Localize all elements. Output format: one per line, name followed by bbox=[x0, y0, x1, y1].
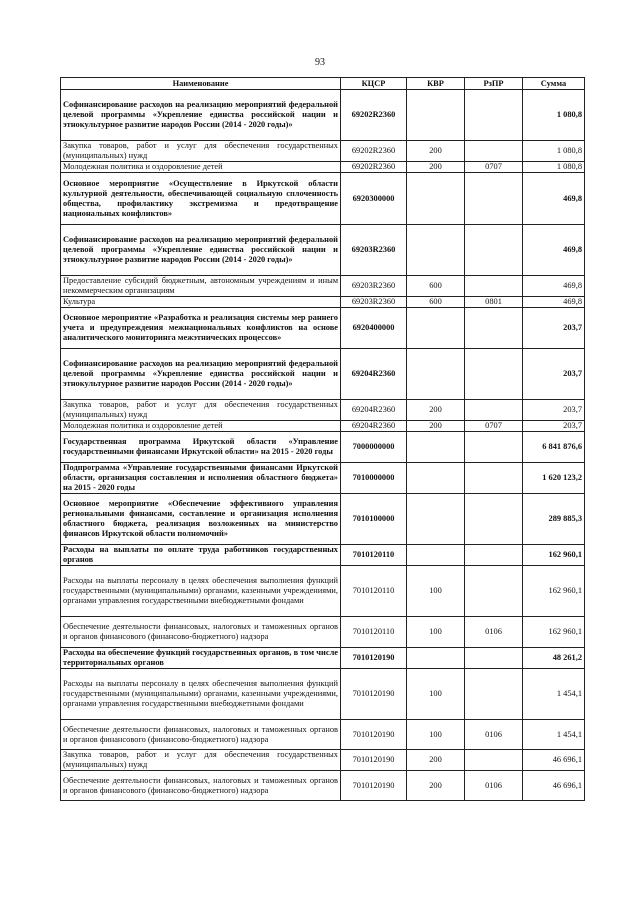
cell-sum: 469,8 bbox=[523, 297, 585, 308]
cell-name: Закупка товаров, работ и услуг для обеспечения государственных (муниципальных) нужд bbox=[61, 750, 341, 771]
cell-rzpr: 0106 bbox=[465, 720, 523, 750]
cell-code: 69202R2360 bbox=[341, 141, 407, 162]
cell-rzpr bbox=[465, 432, 523, 463]
cell-code: 7010000000 bbox=[341, 463, 407, 494]
cell-name: Софинансирование расходов на реализацию мероприятий федеральной целевой программы «Укрепление единства российской нации и этнокультурное развитие народов России (2014 - 2020 годы)» bbox=[61, 90, 341, 141]
cell-code: 69204R2360 bbox=[341, 400, 407, 421]
cell-code: 6920300000 bbox=[341, 173, 407, 225]
cell-sum: 46 696,1 bbox=[523, 771, 585, 801]
header-code: КЦСР bbox=[341, 78, 407, 90]
cell-rzpr: 0707 bbox=[465, 162, 523, 173]
cell-name: Основное мероприятие «Осуществление в Иркутской области культурной деятельности, обеспечивающей социальную сплоченность общества, профилактику экстремизма и предотвращение национальных конфликтов» bbox=[61, 173, 341, 225]
table-row bbox=[61, 141, 585, 162]
cell-kvr: 100 bbox=[407, 669, 465, 720]
header-name: Наименование bbox=[61, 78, 341, 90]
cell-sum: 203,7 bbox=[523, 400, 585, 421]
cell-name: Обеспечение деятельности финансовых, налоговых и таможенных органов и органов финансового (финансово-бюджетного) надзора bbox=[61, 720, 341, 750]
cell-sum: 6 841 876,6 bbox=[523, 432, 585, 463]
cell-kvr: 200 bbox=[407, 162, 465, 173]
cell-kvr bbox=[407, 463, 465, 494]
table-row bbox=[61, 90, 585, 141]
cell-rzpr: 0801 bbox=[465, 297, 523, 308]
cell-code: 7010120190 bbox=[341, 720, 407, 750]
table-row bbox=[61, 545, 585, 566]
header-sum: Сумма bbox=[523, 78, 585, 90]
cell-kvr bbox=[407, 308, 465, 349]
cell-kvr bbox=[407, 648, 465, 669]
cell-kvr: 200 bbox=[407, 421, 465, 432]
cell-kvr bbox=[407, 545, 465, 566]
cell-name: Расходы на выплаты персоналу в целях обеспечения выполнения функций государственными (муниципальными) органами, казенными учреждениями, органами управления государственными внебюджетными фондами bbox=[61, 566, 341, 617]
cell-rzpr bbox=[465, 173, 523, 225]
cell-kvr bbox=[407, 349, 465, 400]
table-row bbox=[61, 421, 585, 432]
cell-code: 69202R2360 bbox=[341, 162, 407, 173]
cell-rzpr bbox=[465, 400, 523, 421]
cell-sum: 48 261,2 bbox=[523, 648, 585, 669]
cell-code: 7010120110 bbox=[341, 617, 407, 648]
cell-code: 69204R2360 bbox=[341, 421, 407, 432]
cell-code: 69202R2360 bbox=[341, 90, 407, 141]
table-row bbox=[61, 669, 585, 720]
cell-name: Основное мероприятие «Разработка и реализация системы мер раннего учета и предупреждения межнациональных конфликтов на основе аналитического мониторинга межэтнических процессов» bbox=[61, 308, 341, 349]
cell-kvr bbox=[407, 432, 465, 463]
cell-rzpr bbox=[465, 308, 523, 349]
table-row bbox=[61, 648, 585, 669]
cell-kvr: 200 bbox=[407, 141, 465, 162]
cell-rzpr bbox=[465, 648, 523, 669]
cell-code: 69203R2360 bbox=[341, 225, 407, 276]
cell-name: Обеспечение деятельности финансовых, налоговых и таможенных органов и органов финансового (финансово-бюджетного) надзора bbox=[61, 771, 341, 801]
cell-name: Молодежная политика и оздоровление детей bbox=[61, 421, 341, 432]
cell-code: 7010120190 bbox=[341, 750, 407, 771]
cell-code: 7010120190 bbox=[341, 771, 407, 801]
cell-name: Расходы на обеспечение функций государственных органов, в том числе территориальных органов bbox=[61, 648, 341, 669]
table-row bbox=[61, 349, 585, 400]
cell-kvr: 200 bbox=[407, 750, 465, 771]
cell-rzpr bbox=[465, 141, 523, 162]
table-body bbox=[61, 90, 585, 801]
cell-rzpr bbox=[465, 225, 523, 276]
table-row bbox=[61, 400, 585, 421]
table-row bbox=[61, 720, 585, 750]
table-row bbox=[61, 617, 585, 648]
cell-rzpr bbox=[465, 545, 523, 566]
cell-sum: 203,7 bbox=[523, 308, 585, 349]
table-row bbox=[61, 771, 585, 801]
cell-name: Расходы на выплаты персоналу в целях обеспечения выполнения функций государственными (муниципальными) органами, казенными учреждениями, органами управления государственными внебюджетными фондами bbox=[61, 669, 341, 720]
cell-kvr: 600 bbox=[407, 276, 465, 297]
cell-rzpr bbox=[465, 276, 523, 297]
cell-sum: 469,8 bbox=[523, 276, 585, 297]
table-row bbox=[61, 297, 585, 308]
cell-kvr bbox=[407, 90, 465, 141]
cell-kvr bbox=[407, 225, 465, 276]
cell-kvr: 200 bbox=[407, 771, 465, 801]
cell-code: 7010100000 bbox=[341, 494, 407, 545]
table-row bbox=[61, 494, 585, 545]
table-row bbox=[61, 162, 585, 173]
cell-code: 7010120190 bbox=[341, 648, 407, 669]
header-rzpr: РзПР bbox=[465, 78, 523, 90]
cell-sum: 1 454,1 bbox=[523, 720, 585, 750]
cell-sum: 203,7 bbox=[523, 349, 585, 400]
cell-name: Софинансирование расходов на реализацию мероприятий федеральной целевой программы «Укрепление единства российской нации и этнокультурное развитие народов России (2014 - 2020 годы)» bbox=[61, 349, 341, 400]
cell-kvr bbox=[407, 494, 465, 545]
table-row bbox=[61, 750, 585, 771]
cell-name: Подпрограмма «Управление государственными финансами Иркутской области, организация составления и исполнения областного бюджета» на 2015 - 2020 годы bbox=[61, 463, 341, 494]
cell-name: Государственная программа Иркутской области «Управление государственными финансами Иркутской области» на 2015 - 2020 годы bbox=[61, 432, 341, 463]
cell-rzpr bbox=[465, 566, 523, 617]
cell-rzpr bbox=[465, 669, 523, 720]
cell-code: 7010120190 bbox=[341, 669, 407, 720]
cell-kvr: 200 bbox=[407, 400, 465, 421]
table-row bbox=[61, 173, 585, 225]
cell-code: 7000000000 bbox=[341, 432, 407, 463]
cell-sum: 1 080,8 bbox=[523, 141, 585, 162]
cell-rzpr bbox=[465, 90, 523, 141]
cell-sum: 469,8 bbox=[523, 173, 585, 225]
cell-rzpr bbox=[465, 463, 523, 494]
cell-rzpr bbox=[465, 750, 523, 771]
cell-name: Софинансирование расходов на реализацию мероприятий федеральной целевой программы «Укрепление единства российской нации и этнокультурное развитие народов России (2014 - 2020 годы)» bbox=[61, 225, 341, 276]
cell-kvr: 100 bbox=[407, 720, 465, 750]
table-row bbox=[61, 308, 585, 349]
cell-name: Закупка товаров, работ и услуг для обеспечения государственных (муниципальных) нужд bbox=[61, 141, 341, 162]
cell-sum: 289 885,3 bbox=[523, 494, 585, 545]
table-header-row bbox=[61, 78, 585, 90]
cell-rzpr: 0106 bbox=[465, 771, 523, 801]
cell-name: Расходы на выплаты по оплате труда работников государственных органов bbox=[61, 545, 341, 566]
cell-sum: 162 960,1 bbox=[523, 566, 585, 617]
cell-name: Обеспечение деятельности финансовых, налоговых и таможенных органов и органов финансового (финансово-бюджетного) надзора bbox=[61, 617, 341, 648]
cell-name: Закупка товаров, работ и услуг для обеспечения государственных (муниципальных) нужд bbox=[61, 400, 341, 421]
cell-rzpr bbox=[465, 349, 523, 400]
cell-name: Основное мероприятие «Обеспечение эффективного управления региональными финансами, составление и организация исполнения областного бюджета, реализация возложенных на министерство финансов Иркутской области полномочий» bbox=[61, 494, 341, 545]
header-kvr: КВР bbox=[407, 78, 465, 90]
cell-sum: 469,8 bbox=[523, 225, 585, 276]
cell-kvr: 100 bbox=[407, 566, 465, 617]
table-row bbox=[61, 566, 585, 617]
table-row bbox=[61, 225, 585, 276]
budget-table bbox=[60, 77, 585, 801]
cell-sum: 1 080,8 bbox=[523, 90, 585, 141]
page-number: 93 bbox=[315, 57, 325, 68]
cell-code: 6920400000 bbox=[341, 308, 407, 349]
cell-code: 69204R2360 bbox=[341, 349, 407, 400]
cell-name: Молодежная политика и оздоровление детей bbox=[61, 162, 341, 173]
cell-code: 7010120110 bbox=[341, 545, 407, 566]
cell-rzpr: 0707 bbox=[465, 421, 523, 432]
cell-code: 69203R2360 bbox=[341, 276, 407, 297]
cell-rzpr: 0106 bbox=[465, 617, 523, 648]
cell-kvr: 600 bbox=[407, 297, 465, 308]
cell-sum: 203,7 bbox=[523, 421, 585, 432]
table-row bbox=[61, 432, 585, 463]
cell-kvr: 100 bbox=[407, 617, 465, 648]
cell-sum: 1 454,1 bbox=[523, 669, 585, 720]
cell-sum: 1 620 123,2 bbox=[523, 463, 585, 494]
cell-sum: 162 960,1 bbox=[523, 545, 585, 566]
cell-sum: 46 696,1 bbox=[523, 750, 585, 771]
cell-kvr bbox=[407, 173, 465, 225]
cell-name: Предоставление субсидий бюджетным, автономным учреждениям и иным некоммерческим организациям bbox=[61, 276, 341, 297]
cell-code: 69203R2360 bbox=[341, 297, 407, 308]
cell-rzpr bbox=[465, 494, 523, 545]
cell-name: Культура bbox=[61, 297, 341, 308]
cell-sum: 1 080,8 bbox=[523, 162, 585, 173]
table-row bbox=[61, 276, 585, 297]
table-row bbox=[61, 463, 585, 494]
cell-sum: 162 960,1 bbox=[523, 617, 585, 648]
cell-code: 7010120110 bbox=[341, 566, 407, 617]
